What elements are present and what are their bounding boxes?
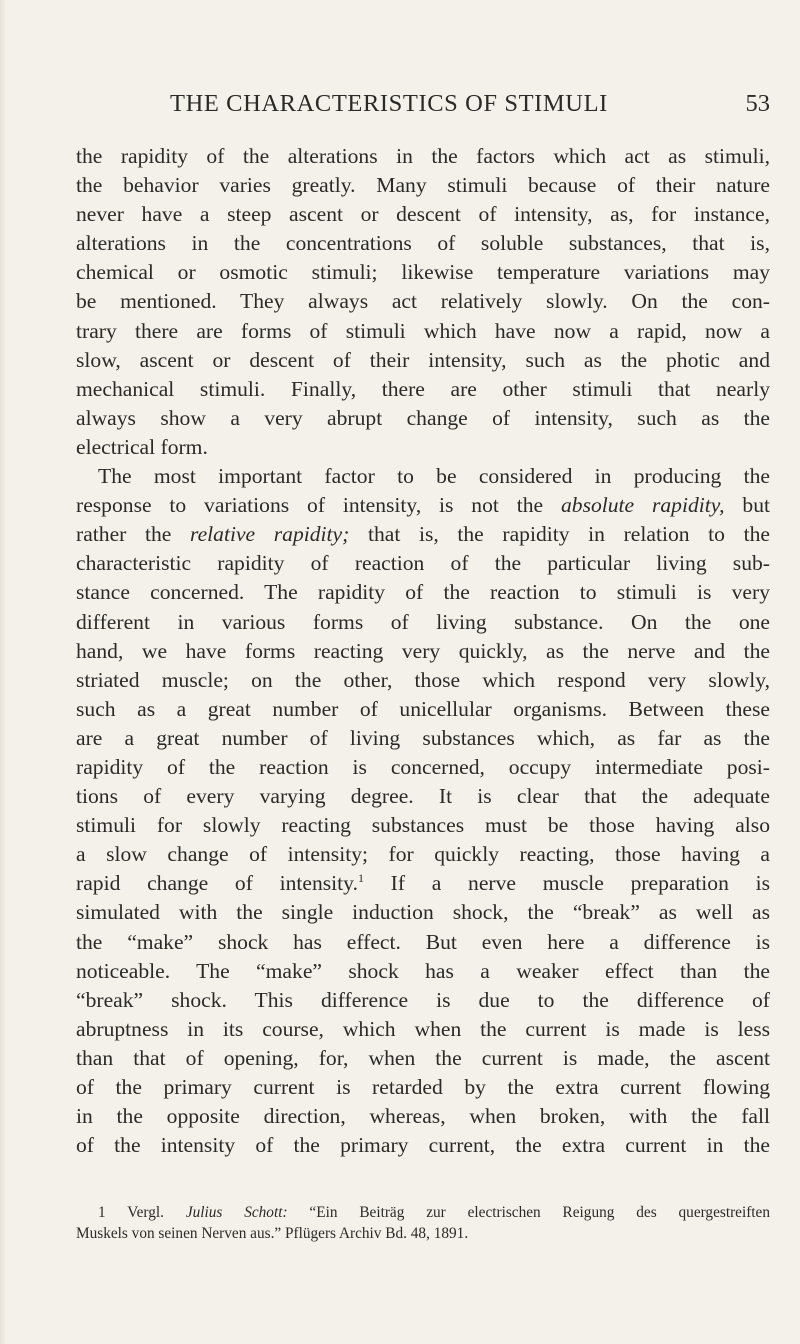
running-head: THE CHARACTERISTICS OF STIMULI <box>170 90 608 117</box>
text-run: that is, the rapidity in relation to the <box>349 522 770 547</box>
text-line: noticeable. The “make” shock has a weaker effect than the <box>76 958 770 983</box>
text-line <box>76 520 770 549</box>
text-line: trary there are forms of stimuli which have now a rapid, now a <box>76 318 770 343</box>
text-line: a slow change of intensity; for quickly reacting, those having a <box>76 842 770 867</box>
footnote-line <box>76 1202 770 1223</box>
text-run: rather the <box>76 522 190 547</box>
text-line: the “make” shock has effect. But even here a difference is <box>76 929 770 954</box>
footnote <box>76 1202 770 1244</box>
footnote-reference[interactable]: 1 <box>357 871 364 886</box>
text-line: be mentioned. They always act relatively slowly. On the con- <box>76 289 770 314</box>
page-header <box>76 90 770 126</box>
page-number: 53 <box>745 90 770 117</box>
emphasis-absolute-rapidity: absolute rapidity, <box>560 493 725 518</box>
text-line: tions of every varying degree. It is clear that the adequate <box>76 784 770 809</box>
footnote-line: Muskels von seinen Nerven aus.” Pflügers Archiv Bd. 48, 1891. <box>76 1225 469 1242</box>
emphasis-relative-rapidity: relative rapidity; <box>189 522 350 547</box>
paragraph-first-line: The most important factor to be considered in producing the <box>98 464 770 489</box>
text-line: abruptness in its course, which when the current is made is less <box>76 1016 770 1041</box>
text-line: mechanical stimuli. Finally, there are other stimuli that nearly <box>76 376 770 401</box>
text-run: response to variations of intensity, is not the <box>76 493 561 518</box>
text-line: slow, ascent or descent of their intensity, such as the photic and <box>76 347 770 372</box>
text-line: the behavior varies greatly. Many stimuli because of their nature <box>76 173 770 198</box>
text-line: hand, we have forms reacting very quickly, as the nerve and the <box>76 638 770 663</box>
text-line: in the opposite direction, whereas, when broken, with the fall <box>76 1104 770 1129</box>
text-line <box>76 491 770 520</box>
text-run: rapid change of intensity. <box>76 871 358 896</box>
footnote-author: Julius Schott: <box>185 1204 288 1221</box>
text-line: than that of opening, for, when the current is made, the ascent <box>76 1045 770 1070</box>
text-line: of the intensity of the primary current, the extra current in the <box>76 1133 770 1158</box>
text-run: If a nerve muscle preparation is <box>363 871 770 896</box>
text-line: simulated with the single induction shock, the “break” as well as <box>76 900 770 925</box>
footnote-marker: 1 <box>98 1204 106 1221</box>
text-line: always show a very abrupt change of intensity, such as the <box>76 405 770 430</box>
text-line: stimuli for slowly reacting substances must be those having also <box>76 813 770 838</box>
text-line <box>76 869 770 898</box>
text-line: the rapidity of the alterations in the factors which act as stimuli, <box>76 144 770 168</box>
text-line: stance concerned. The rapidity of the reaction to stimuli is very <box>76 580 770 605</box>
text-line: such as a great number of unicellular organisms. Between these <box>76 696 770 721</box>
text-line: “break” shock. This difference is due to the difference of <box>76 987 770 1012</box>
text-line: are a great number of living substances which, as far as the <box>76 725 770 750</box>
text-line: electrical form. <box>76 434 208 459</box>
body-text <box>76 142 770 1160</box>
text-run: but <box>724 493 771 518</box>
text-line: rapidity of the reaction is concerned, occupy intermediate posi- <box>76 754 770 779</box>
text-line: striated muscle; on the other, those which respond very slowly, <box>76 667 770 692</box>
text-line: alterations in the concentrations of soluble substances, that is, <box>76 231 770 256</box>
text-line: different in various forms of living substance. On the one <box>76 609 770 634</box>
footnote-text: Vergl. <box>105 1204 186 1221</box>
page-edge-shadow <box>0 0 6 1344</box>
text-line: never have a steep ascent or descent of intensity, as, for instance, <box>76 202 770 227</box>
text-line: characteristic rapidity of reaction of the particular living sub- <box>76 551 770 576</box>
text-line: of the primary current is retarded by the extra current flowing <box>76 1075 770 1099</box>
footnote-text: “Ein Beiträg zur electrischen Reigung des quergestreiften <box>287 1204 770 1221</box>
text-line: chemical or osmotic stimuli; likewise temperature variations may <box>76 260 770 285</box>
